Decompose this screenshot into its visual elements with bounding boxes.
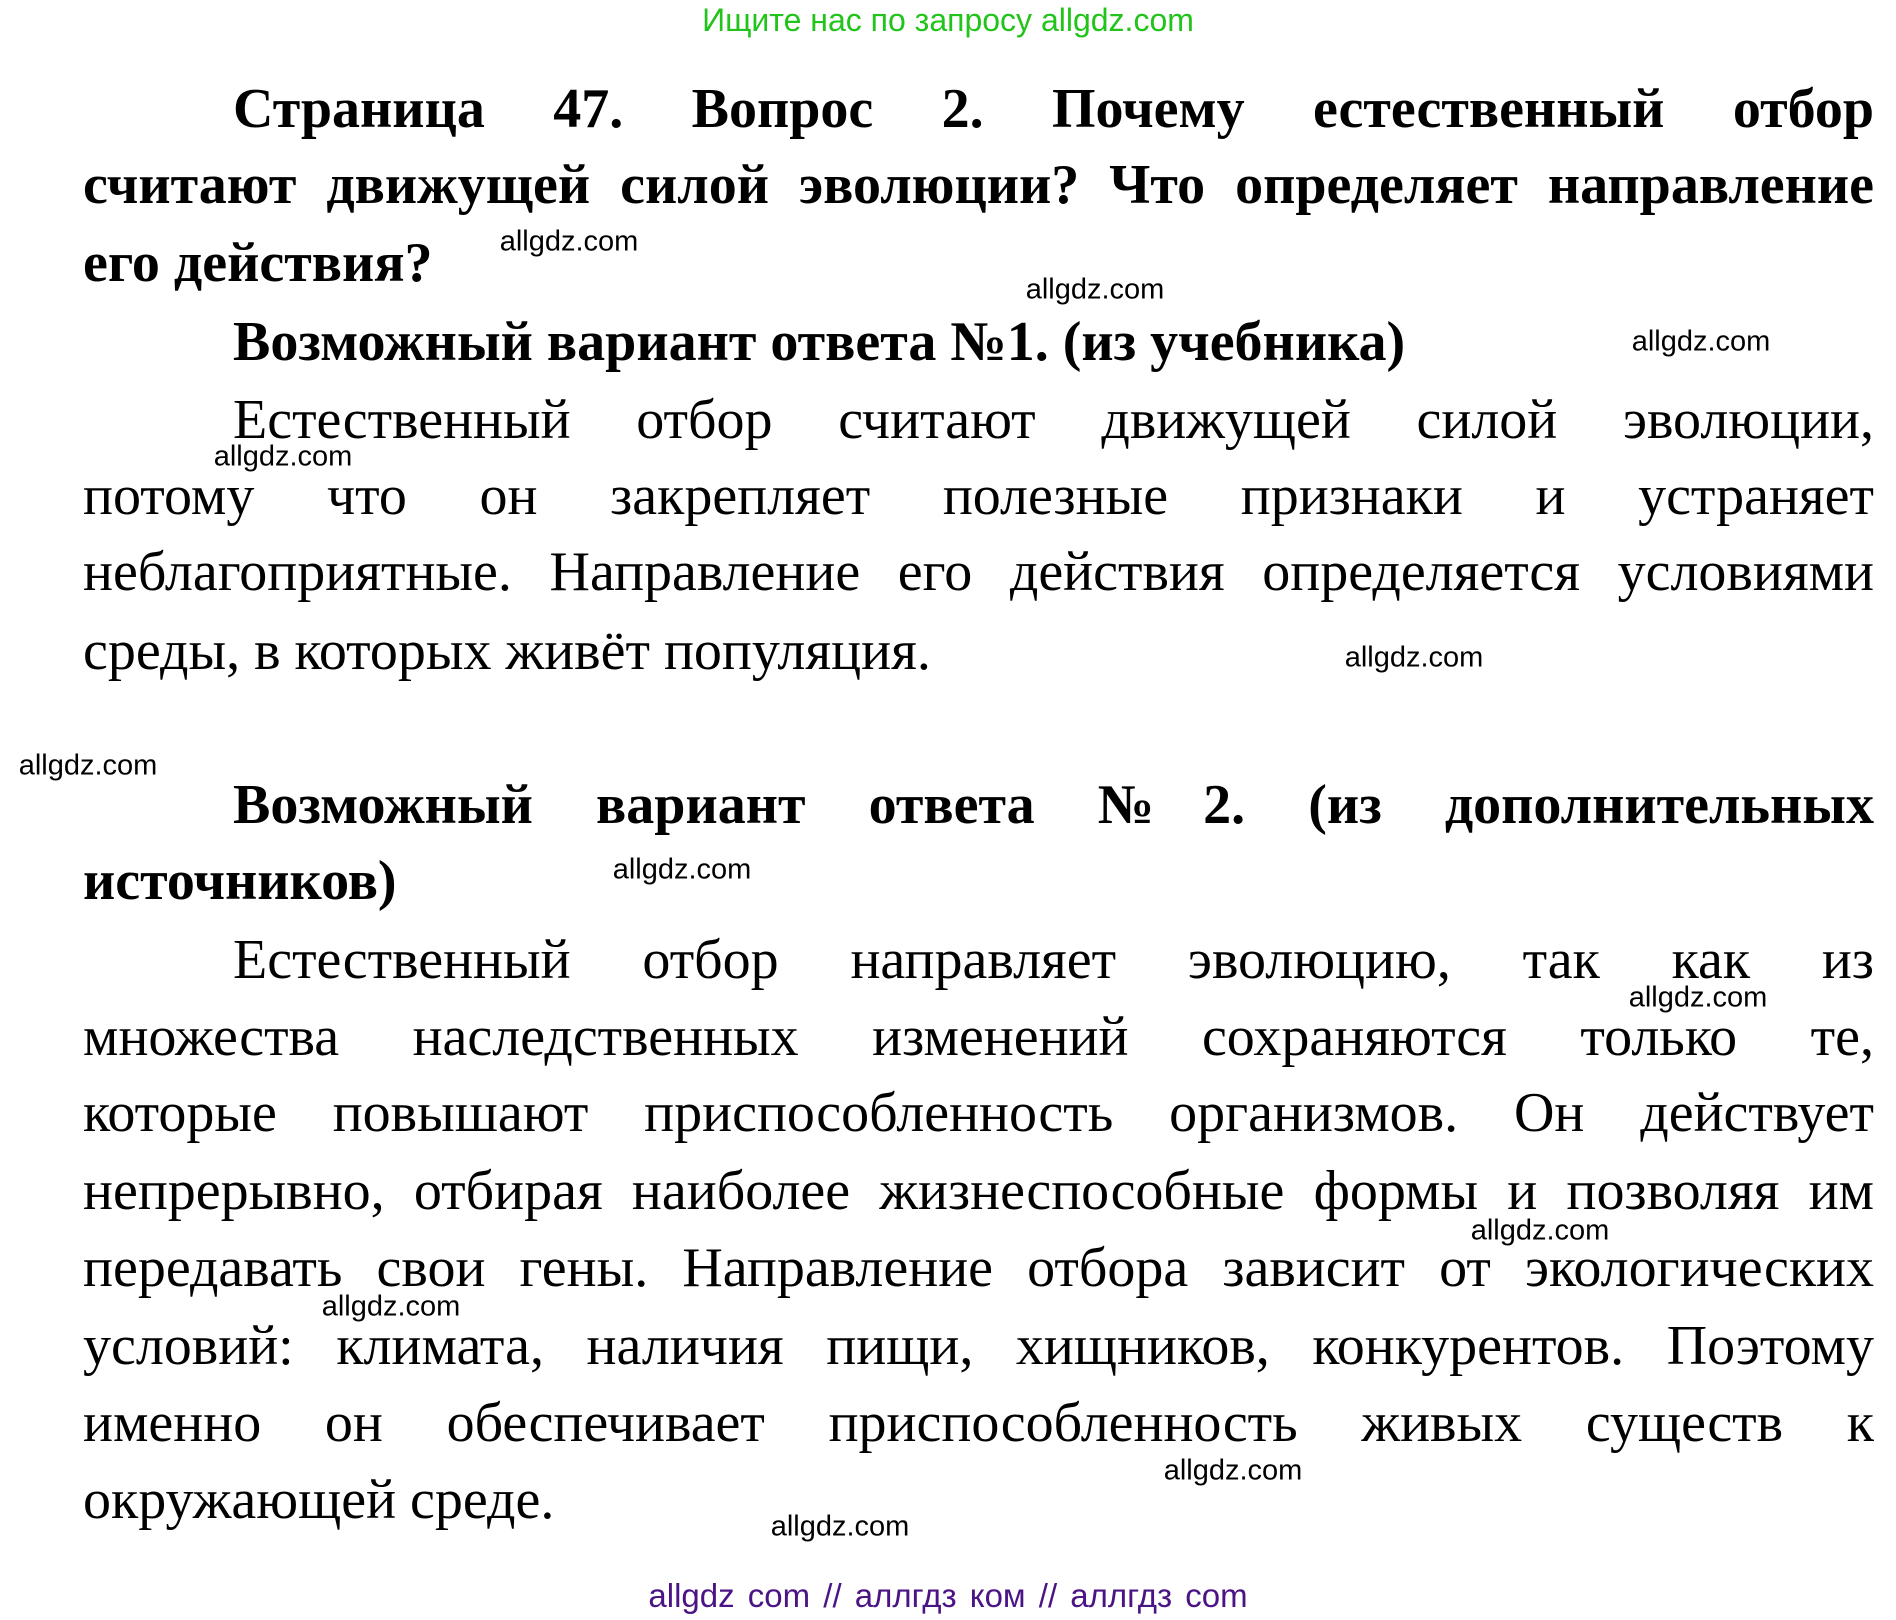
- watermark: allgdz.com: [1470, 1214, 1610, 1247]
- watermark: allgdz.com: [499, 225, 639, 258]
- footer-watermark: allgdz com // аллгдз ком // аллгдз com: [648, 1577, 1248, 1614]
- answer2-line: непрерывно, отбирая наиболее жизнеспособные формы и позволяя им: [83, 1160, 1874, 1222]
- answer2-line: окружающей среде.: [83, 1469, 555, 1531]
- question-line: его действия?: [83, 232, 433, 294]
- watermark: allgdz.com: [1025, 273, 1165, 306]
- question-line: считают движущей силой эволюции? Что определяет направление: [83, 154, 1874, 216]
- answer2-line: передавать свои гены. Направление отбора зависит от экологических: [83, 1237, 1874, 1299]
- watermark: allgdz.com: [1631, 325, 1771, 358]
- watermark: allgdz.com: [18, 749, 158, 782]
- answer1-line: неблагоприятные. Направление его действия определяется условиями: [83, 541, 1874, 603]
- answer1-line: Естественный отбор считают движущей силой эволюции,: [233, 389, 1874, 451]
- question-line: Страница 47. Вопрос 2. Почему естественный отбор: [233, 78, 1874, 140]
- watermark: allgdz.com: [321, 1290, 461, 1323]
- answer2-line: которые повышают приспособленность организмов. Он действует: [83, 1082, 1874, 1144]
- answer2-line: условий: климата, наличия пищи, хищников, конкурентов. Поэтому: [83, 1315, 1874, 1377]
- answer2-line: множества наследственных изменений сохраняются только те,: [83, 1006, 1874, 1068]
- answer1-line: среды, в которых живёт популяция.: [83, 620, 931, 682]
- answer2-line: именно он обеспечивает приспособленность живых существ к: [83, 1392, 1874, 1454]
- watermark: allgdz.com: [1628, 981, 1768, 1014]
- watermark: allgdz.com: [612, 853, 752, 886]
- watermark: allgdz.com: [1344, 641, 1484, 674]
- search-banner: Ищите нас по запросу allgdz.com: [702, 2, 1194, 38]
- answer2-heading: Возможный вариант ответа №2. (из дополнительных: [233, 774, 1874, 836]
- answer1-heading: Возможный вариант ответа №1. (из учебника): [233, 311, 1406, 373]
- watermark: allgdz.com: [770, 1510, 910, 1543]
- answer2-heading: источников): [83, 850, 397, 912]
- watermark: allgdz.com: [1163, 1454, 1303, 1487]
- answer1-line: потому что он закрепляет полезные признаки и устраняет: [83, 465, 1874, 527]
- watermark: allgdz.com: [213, 440, 353, 473]
- answer2-line: Естественный отбор направляет эволюцию, так как из: [233, 929, 1874, 991]
